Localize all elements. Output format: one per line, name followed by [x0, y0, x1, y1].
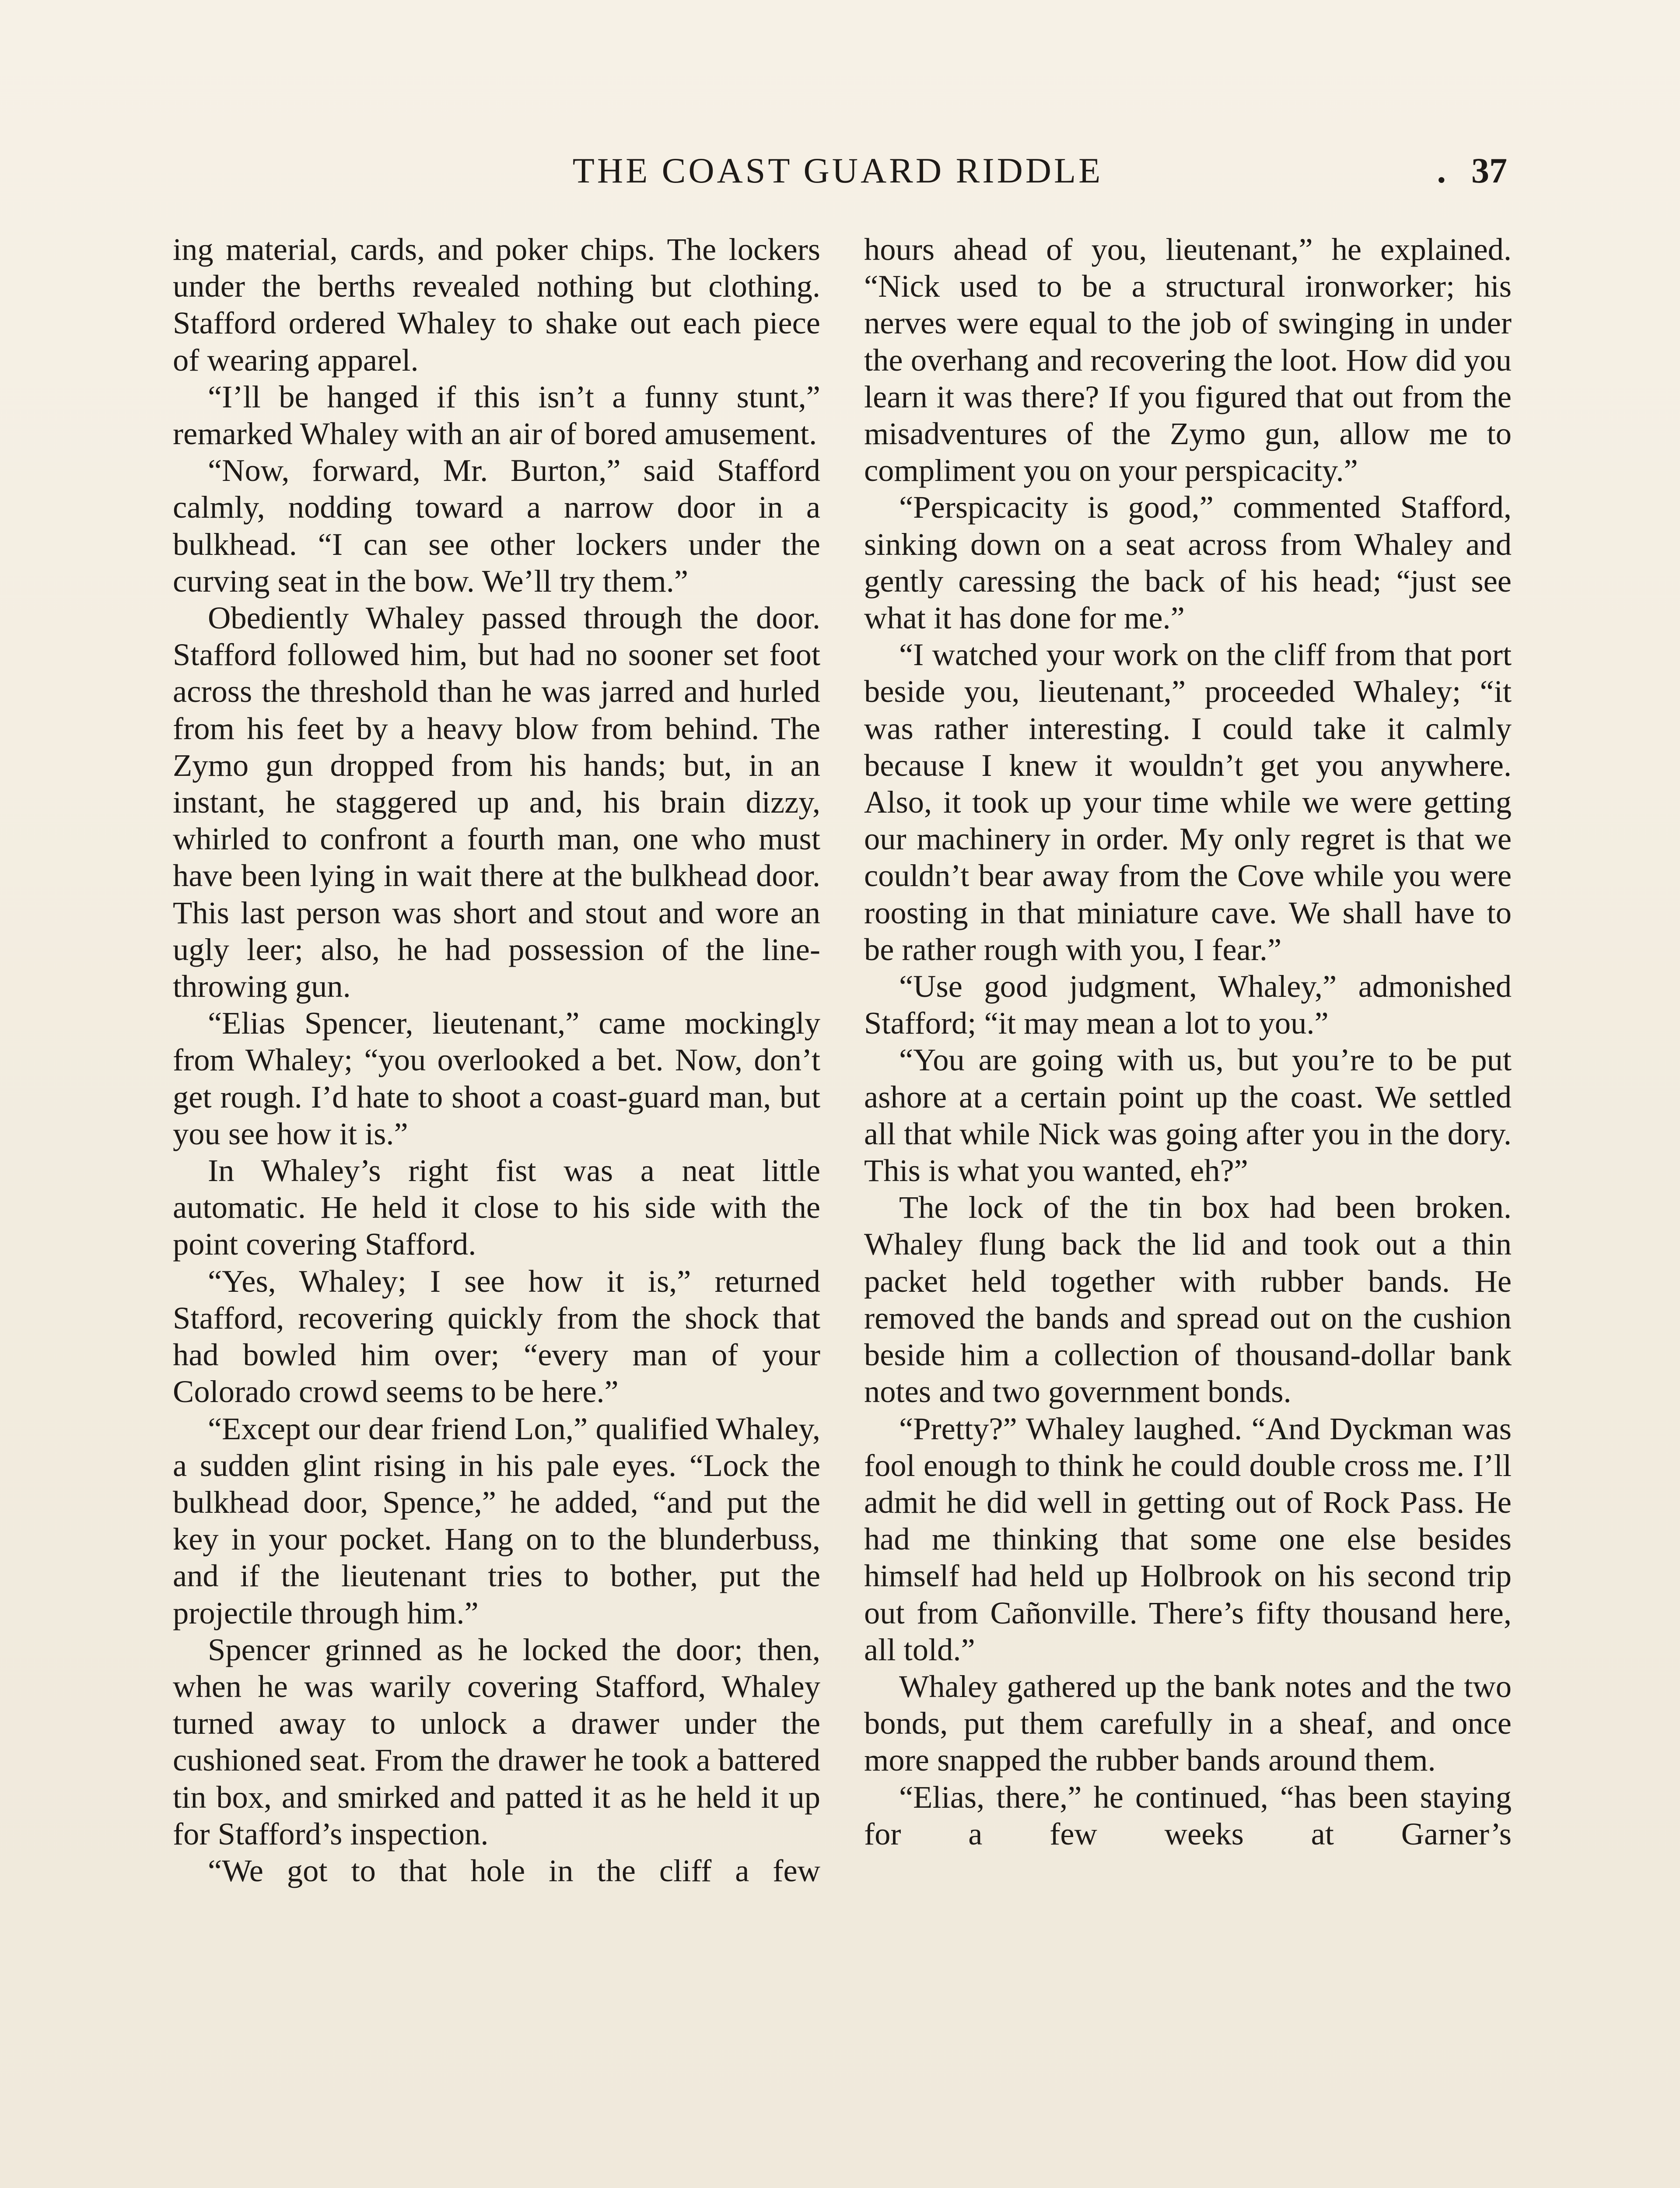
left-text-column	[173, 231, 820, 1889]
paragraph: “Use good judgment, Whaley,” admonished Stafford; “it may mean a lot to you.”	[864, 968, 1512, 1041]
right-text-column	[864, 231, 1512, 1852]
paragraph: “Elias, there,” he continued, “has been staying for a few weeks at Garner’s	[864, 1779, 1512, 1851]
paragraph: Spencer grinned as he locked the door; then, when he was warily covering Stafford, Whaley turned away to unlock a drawer under the cushioned seat. From the drawer he took a battered tin box, and smirked and patted it as he held it up for Stafford’s inspection.	[173, 1631, 820, 1851]
paragraph: “Perspicacity is good,” commented Stafford, sinking down on a seat across from Whaley and gently caressing the back of his head; “just see what it has done for me.”	[864, 489, 1512, 636]
page-number: 37	[1471, 151, 1507, 190]
running-title: THE COAST GUARD RIDDLE	[572, 151, 1103, 190]
paragraph: “We got to that hole in the cliff a few	[208, 1852, 820, 1888]
paragraph: hours ahead of you, lieutenant,” he explained. “Nick used to be a structural ironworker; his nerves were equal to the job of swinging in under the overhang and recovering the loot. How did you learn it was there? If you figured that out from the misadventures of the Zymo gun, allow me to compliment you on your perspicacity.”	[864, 231, 1512, 488]
paragraph: “Yes, Whaley; I see how it is,” returned Stafford, recovering quickly from the shock that had bowled him over; “every man of your Colorado crowd seems to be here.”	[173, 1263, 820, 1410]
paragraph: “Now, forward, Mr. Burton,” said Stafford calmly, nodding toward a narrow door in a bulkhead. “I can see other lockers under the curving seat in the bow. We’ll try them.”	[173, 452, 820, 599]
paragraph: “I watched your work on the cliff from that port beside you, lieutenant,” proceeded Whaley; “it was rather interesting. I could take it calmly because I knew it wouldn’t get you anywhere. Also, it took up your time while we were getting our machinery in order. My only regret is that we couldn’t bear away from the Cove while you were roosting in that miniature cave. We shall have to be rather rough with you, I fear.”	[864, 637, 1512, 967]
paragraph: Whaley gathered up the bank notes and the two bonds, put them carefully in a sheaf, and once more snapped the rubber bands around them.	[864, 1668, 1512, 1778]
paragraph: Obediently Whaley passed through the door. Stafford followed him, but had no sooner set foot across the threshold than he was jarred and hurled from his feet by a heavy blow from behind. The Zymo gun dropped from his hands; but, in an instant, he staggered up and, his brain dizzy, whirled to confront a fourth man, one who must have been lying in wait there at the bulkhead door. This last person was short and stout and wore an ugly leer; also, he had possession of the line-throwing gun.	[173, 600, 820, 1004]
paragraph: “Pretty?” Whaley laughed. “And Dyckman was fool enough to think he could double cross me. I’ll admit he did well in getting out of Rock Pass. He had me thinking that some one else besides himself had held up Holbrook on his second trip out from Cañonville. There’s fifty thousand here, all told.”	[864, 1410, 1512, 1667]
paragraph: In Whaley’s right fist was a neat little automatic. He held it close to his side with the point covering Stafford.	[173, 1153, 820, 1262]
running-head	[168, 147, 1507, 195]
paragraph: ing material, cards, and poker chips. The lockers under the berths revealed nothing but clothing. Stafford ordered Whaley to shake out each piece of wearing apparel.	[173, 231, 820, 378]
paragraph: “I’ll be hanged if this isn’t a funny stunt,” remarked Whaley with an air of bored amusement.	[173, 379, 820, 452]
paragraph: The lock of the tin box had been broken. Whaley flung back the lid and took out a thin packet held together with rubber bands. He removed the bands and spread out on the cushion beside him a collection of thousand-dollar bank notes and two government bonds.	[864, 1189, 1512, 1410]
paragraph: “Except our dear friend Lon,” qualified Whaley, a sudden glint rising in his pale eyes. “Lock the bulkhead door, Spence,” he added, “and put the key in your pocket. Hang on to the blunderbuss, and if the lieutenant tries to bother, put the projectile through him.”	[173, 1410, 820, 1630]
paragraph: “You are going with us, but you’re to be put ashore at a certain point up the coast. We settled all that while Nick was going after you in the dory. This is what you wanted, eh?”	[864, 1042, 1512, 1189]
running-head-dot: .	[1437, 151, 1446, 190]
paragraph: “Elias Spencer, lieutenant,” came mockingly from Whaley; “you overlooked a bet. Now, don’t get rough. I’d hate to shoot a coast-guard man, but you see how it is.”	[173, 1005, 820, 1151]
